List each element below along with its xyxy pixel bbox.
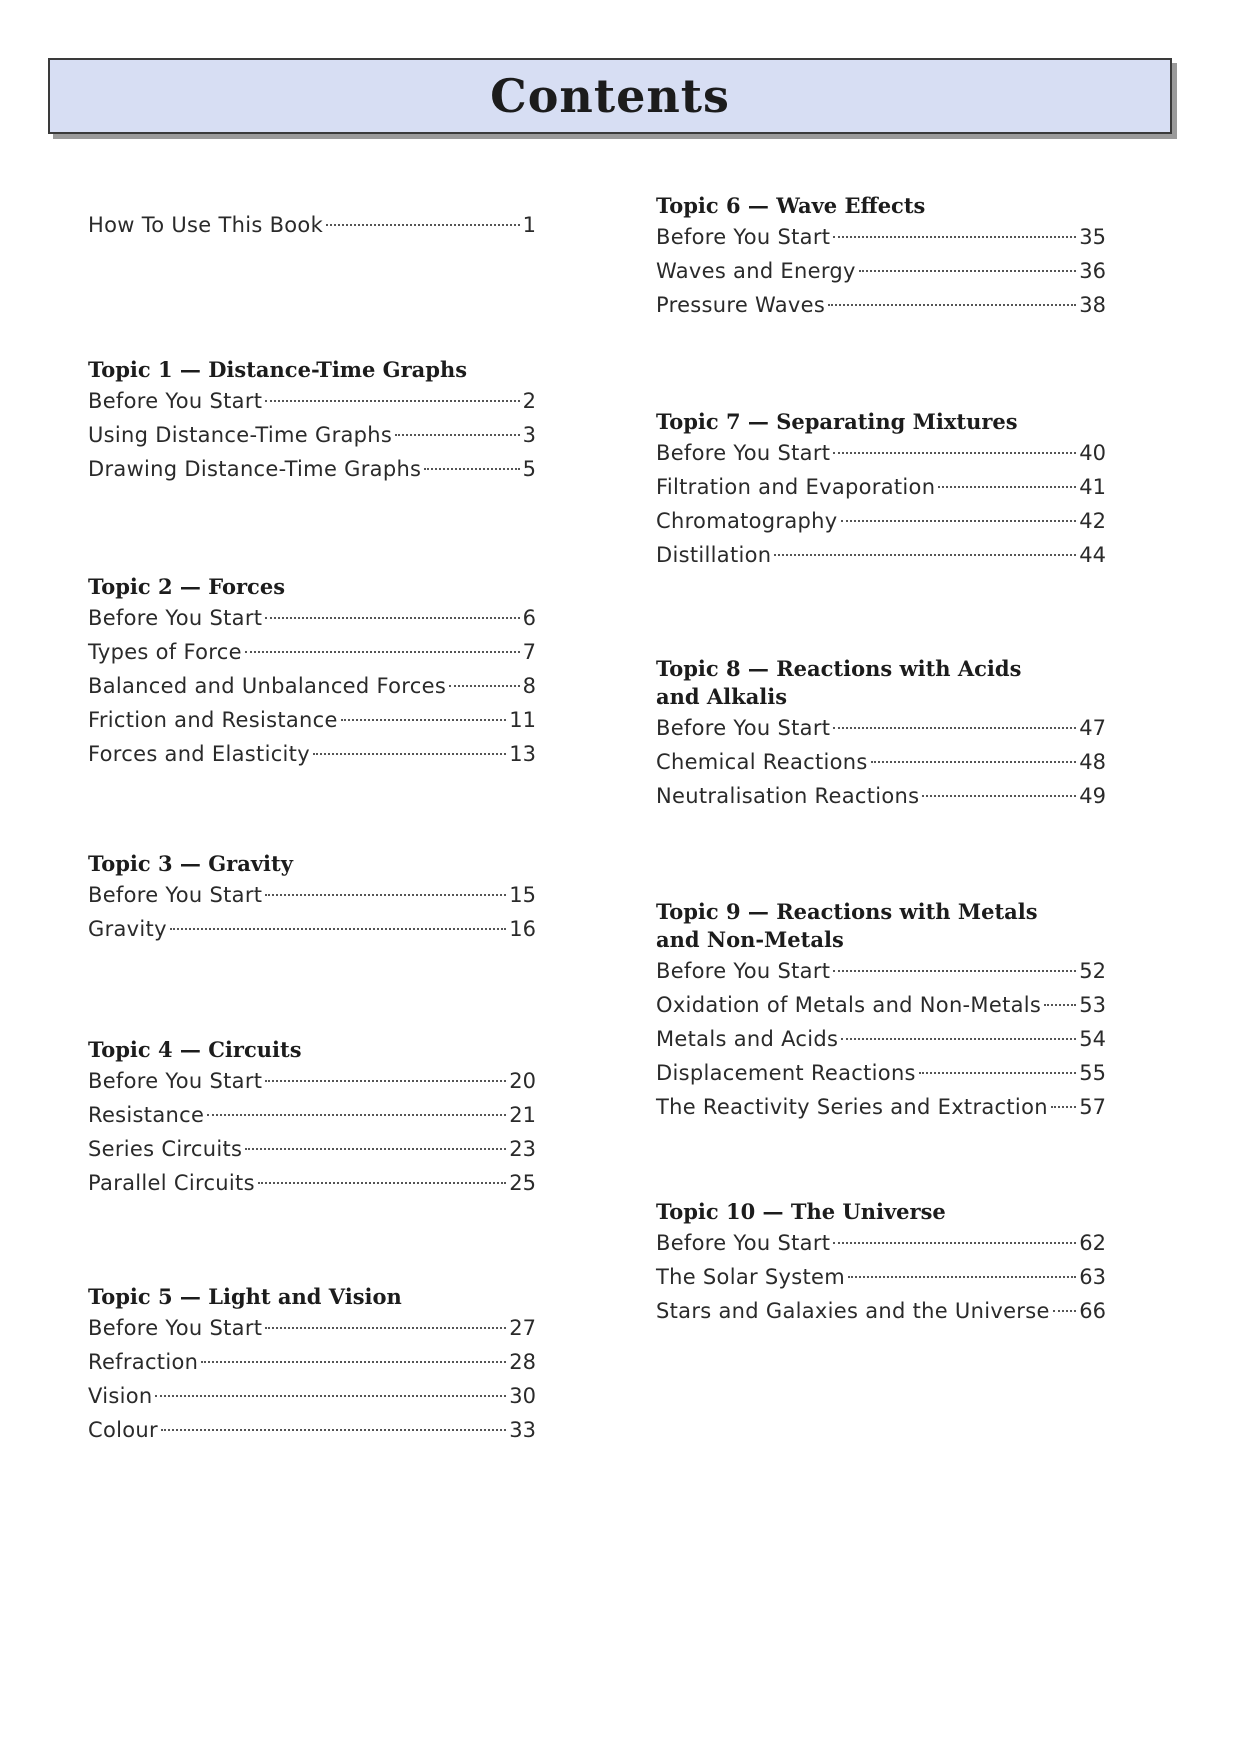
toc-section bbox=[656, 408, 1106, 572]
dot-leader bbox=[841, 520, 1077, 522]
toc-page-number: 48 bbox=[1079, 750, 1106, 774]
dot-leader bbox=[871, 761, 1077, 763]
toc-page-number: 47 bbox=[1079, 716, 1106, 740]
toc-entry[interactable] bbox=[88, 737, 536, 771]
toc-page-number: 49 bbox=[1079, 784, 1106, 808]
toc-entry[interactable] bbox=[88, 1166, 536, 1200]
toc-entry-label: Drawing Distance-Time Graphs bbox=[88, 457, 422, 481]
toc-entry-label: Filtration and Evaporation bbox=[656, 475, 936, 499]
toc-entry[interactable] bbox=[88, 878, 536, 912]
toc-page-number: 35 bbox=[1079, 225, 1106, 249]
toc-entry-label: Before You Start bbox=[656, 1231, 831, 1255]
toc-entry[interactable] bbox=[88, 601, 536, 635]
toc-entry[interactable] bbox=[656, 470, 1106, 504]
toc-page-number: 15 bbox=[509, 883, 536, 907]
toc-page-number: 53 bbox=[1079, 993, 1106, 1017]
toc-entry-label: Refraction bbox=[88, 1350, 199, 1374]
toc-entry-label: Gravity bbox=[88, 917, 167, 941]
toc-entry-label: Oxidation of Metals and Non-Metals bbox=[656, 993, 1042, 1017]
toc-entry[interactable] bbox=[656, 1294, 1106, 1328]
dot-leader bbox=[922, 795, 1076, 797]
topic-heading: Topic 9 — Reactions with Metals and Non-Metals bbox=[656, 899, 1038, 952]
toc-entry[interactable] bbox=[656, 538, 1106, 572]
toc-entry[interactable] bbox=[656, 288, 1106, 322]
toc-entry-label: Before You Start bbox=[656, 441, 831, 465]
dot-leader bbox=[938, 486, 1076, 488]
toc-section bbox=[88, 1283, 536, 1447]
toc-entry[interactable] bbox=[656, 1260, 1106, 1294]
toc-entry[interactable] bbox=[656, 988, 1106, 1022]
toc-entry-label: Before You Start bbox=[656, 716, 831, 740]
toc-section bbox=[88, 850, 536, 946]
topic-heading: Topic 8 — Reactions with Acids and Alkalis bbox=[656, 656, 1022, 709]
dot-leader bbox=[833, 1242, 1076, 1244]
toc-page-number: 5 bbox=[522, 457, 536, 481]
dot-leader bbox=[245, 1148, 506, 1150]
dot-leader bbox=[1044, 1004, 1076, 1006]
toc-page-number: 8 bbox=[522, 674, 536, 698]
toc-section bbox=[88, 573, 536, 771]
toc-entry[interactable] bbox=[88, 703, 536, 737]
toc-entry[interactable] bbox=[656, 504, 1106, 538]
toc-entry[interactable] bbox=[88, 452, 536, 486]
dot-leader bbox=[265, 1080, 506, 1082]
toc-entry[interactable] bbox=[656, 220, 1106, 254]
toc-entry[interactable] bbox=[656, 954, 1106, 988]
toc-entry[interactable] bbox=[88, 1064, 536, 1098]
toc-page-number: 16 bbox=[509, 917, 536, 941]
toc-page-number: 57 bbox=[1079, 1095, 1106, 1119]
dot-leader bbox=[833, 970, 1076, 972]
toc-section bbox=[656, 898, 1106, 1124]
toc-entry-label: Distillation bbox=[656, 543, 772, 567]
toc-page-number: 3 bbox=[522, 423, 536, 447]
toc-page-number: 40 bbox=[1079, 441, 1106, 465]
dot-leader bbox=[265, 1327, 506, 1329]
dot-leader bbox=[1053, 1310, 1077, 1312]
dot-leader bbox=[424, 468, 519, 470]
toc-page-number: 41 bbox=[1079, 475, 1106, 499]
toc-entry-label: Types of Force bbox=[88, 640, 242, 664]
dot-leader bbox=[265, 400, 519, 402]
toc-page-number: 25 bbox=[509, 1171, 536, 1195]
toc-entry-label: Pressure Waves bbox=[656, 293, 826, 317]
topic-heading: Topic 10 — The Universe bbox=[656, 1199, 946, 1224]
contents-header bbox=[48, 58, 1172, 134]
toc-entry[interactable] bbox=[88, 384, 536, 418]
toc-entry[interactable] bbox=[88, 1345, 536, 1379]
toc-page-number: 2 bbox=[522, 389, 536, 413]
toc-section bbox=[88, 1036, 536, 1200]
toc-entry-label: Before You Start bbox=[88, 1069, 263, 1093]
dot-leader bbox=[848, 1276, 1076, 1278]
toc-section bbox=[656, 655, 1106, 813]
dot-leader bbox=[155, 1395, 506, 1397]
toc-page-number: 42 bbox=[1079, 509, 1106, 533]
toc-page-number: 52 bbox=[1079, 959, 1106, 983]
toc-entry-label: Stars and Galaxies and the Universe bbox=[656, 1299, 1050, 1323]
dot-leader bbox=[774, 554, 1076, 556]
toc-entry-label: Resistance bbox=[88, 1103, 205, 1127]
dot-leader bbox=[265, 894, 506, 896]
toc-entry[interactable] bbox=[88, 1098, 536, 1132]
toc-entry-label: Before You Start bbox=[656, 959, 831, 983]
dot-leader bbox=[395, 434, 519, 436]
toc-entry-label: Using Distance-Time Graphs bbox=[88, 423, 393, 447]
toc-page-number: 36 bbox=[1079, 259, 1106, 283]
toc-entry[interactable] bbox=[88, 912, 536, 946]
toc-page-number: 66 bbox=[1079, 1299, 1106, 1323]
toc-entry-label: Before You Start bbox=[656, 225, 831, 249]
toc-entry[interactable] bbox=[88, 208, 536, 242]
toc-entry[interactable] bbox=[656, 1090, 1106, 1124]
toc-page-number: 13 bbox=[509, 742, 536, 766]
toc-entry-label: Before You Start bbox=[88, 1316, 263, 1340]
toc-page-number: 63 bbox=[1079, 1265, 1106, 1289]
dot-leader bbox=[170, 928, 506, 930]
toc-page-number: 62 bbox=[1079, 1231, 1106, 1255]
dot-leader bbox=[841, 1038, 1076, 1040]
toc-entry-label: Chemical Reactions bbox=[656, 750, 868, 774]
toc-page-number: 28 bbox=[509, 1350, 536, 1374]
dot-leader bbox=[245, 651, 520, 653]
toc-section bbox=[656, 1198, 1106, 1328]
dot-leader bbox=[201, 1361, 506, 1363]
dot-leader bbox=[265, 617, 519, 619]
toc-entry-label: Chromatography bbox=[656, 509, 838, 533]
toc-entry[interactable] bbox=[88, 1132, 536, 1166]
toc-entry[interactable] bbox=[656, 1056, 1106, 1090]
dot-leader bbox=[1051, 1106, 1076, 1108]
dot-leader bbox=[828, 304, 1076, 306]
toc-page-number: 7 bbox=[522, 640, 536, 664]
toc-entry-label: Parallel Circuits bbox=[88, 1171, 255, 1195]
page-title: Contents bbox=[490, 69, 730, 123]
toc-entry-label: Forces and Elasticity bbox=[88, 742, 310, 766]
topic-heading: Topic 4 — Circuits bbox=[88, 1037, 302, 1062]
toc-page-number: 55 bbox=[1079, 1061, 1106, 1085]
toc-entry-label: Neutralisation Reactions bbox=[656, 784, 920, 808]
toc-entry-label: Displacement Reactions bbox=[656, 1061, 916, 1085]
toc-page-number: 23 bbox=[509, 1137, 536, 1161]
toc-page-number: 11 bbox=[509, 708, 536, 732]
toc-page-number: 38 bbox=[1079, 293, 1106, 317]
dot-leader bbox=[859, 270, 1077, 272]
toc-entry[interactable] bbox=[88, 635, 536, 669]
toc-page-number: 30 bbox=[509, 1384, 536, 1408]
toc-page-number: 54 bbox=[1079, 1027, 1106, 1051]
toc-section bbox=[656, 192, 1106, 322]
toc-section bbox=[88, 208, 536, 242]
toc-entry-label: Waves and Energy bbox=[656, 259, 856, 283]
toc-entry-label: Colour bbox=[88, 1418, 158, 1442]
dot-leader bbox=[313, 753, 506, 755]
dot-leader bbox=[258, 1182, 506, 1184]
toc-page-number: 33 bbox=[509, 1418, 536, 1442]
topic-heading: Topic 5 — Light and Vision bbox=[88, 1284, 402, 1309]
toc-entry-label: Friction and Resistance bbox=[88, 708, 338, 732]
toc-entry[interactable] bbox=[88, 1413, 536, 1447]
dot-leader bbox=[341, 719, 507, 721]
toc-entry[interactable] bbox=[88, 418, 536, 452]
toc-entry[interactable] bbox=[656, 1226, 1106, 1260]
toc-entry-label: Before You Start bbox=[88, 389, 263, 413]
toc-entry-label: Metals and Acids bbox=[656, 1027, 839, 1051]
dot-leader bbox=[326, 224, 520, 226]
toc-entry[interactable] bbox=[88, 1311, 536, 1345]
toc-entry-label: Vision bbox=[88, 1384, 153, 1408]
dot-leader bbox=[833, 727, 1076, 729]
toc-page-number: 27 bbox=[509, 1316, 536, 1340]
toc-entry[interactable] bbox=[656, 745, 1106, 779]
toc-entry-label: The Solar System bbox=[656, 1265, 846, 1289]
toc-entry[interactable] bbox=[656, 1022, 1106, 1056]
toc-entry-label: Before You Start bbox=[88, 883, 263, 907]
toc-page-number: 1 bbox=[522, 213, 536, 237]
toc-entry[interactable] bbox=[88, 1379, 536, 1413]
toc-entry-label: Before You Start bbox=[88, 606, 263, 630]
dot-leader bbox=[919, 1072, 1076, 1074]
toc-entry-label: Balanced and Unbalanced Forces bbox=[88, 674, 447, 698]
toc-entry[interactable] bbox=[656, 779, 1106, 813]
dot-leader bbox=[161, 1429, 506, 1431]
toc-entry-label: Series Circuits bbox=[88, 1137, 243, 1161]
toc-entry[interactable] bbox=[656, 436, 1106, 470]
toc-entry[interactable] bbox=[656, 711, 1106, 745]
topic-heading: Topic 2 — Forces bbox=[88, 574, 286, 599]
dot-leader bbox=[207, 1114, 506, 1116]
toc-page-number: 21 bbox=[509, 1103, 536, 1127]
toc-entry[interactable] bbox=[656, 254, 1106, 288]
toc-page-number: 20 bbox=[509, 1069, 536, 1093]
topic-heading: Topic 1 — Distance-Time Graphs bbox=[88, 357, 468, 382]
dot-leader bbox=[833, 452, 1076, 454]
toc-entry[interactable] bbox=[88, 669, 536, 703]
topic-heading: Topic 3 — Gravity bbox=[88, 851, 293, 876]
toc-entry-label: How To Use This Book bbox=[88, 213, 324, 237]
toc-page-number: 44 bbox=[1079, 543, 1106, 567]
topic-heading: Topic 7 — Separating Mixtures bbox=[656, 409, 1018, 434]
toc-page-number: 6 bbox=[522, 606, 536, 630]
dot-leader bbox=[449, 685, 520, 687]
toc-entry-label: The Reactivity Series and Extraction bbox=[656, 1095, 1048, 1119]
topic-heading: Topic 6 — Wave Effects bbox=[656, 193, 926, 218]
dot-leader bbox=[833, 236, 1076, 238]
toc-section bbox=[88, 356, 536, 486]
